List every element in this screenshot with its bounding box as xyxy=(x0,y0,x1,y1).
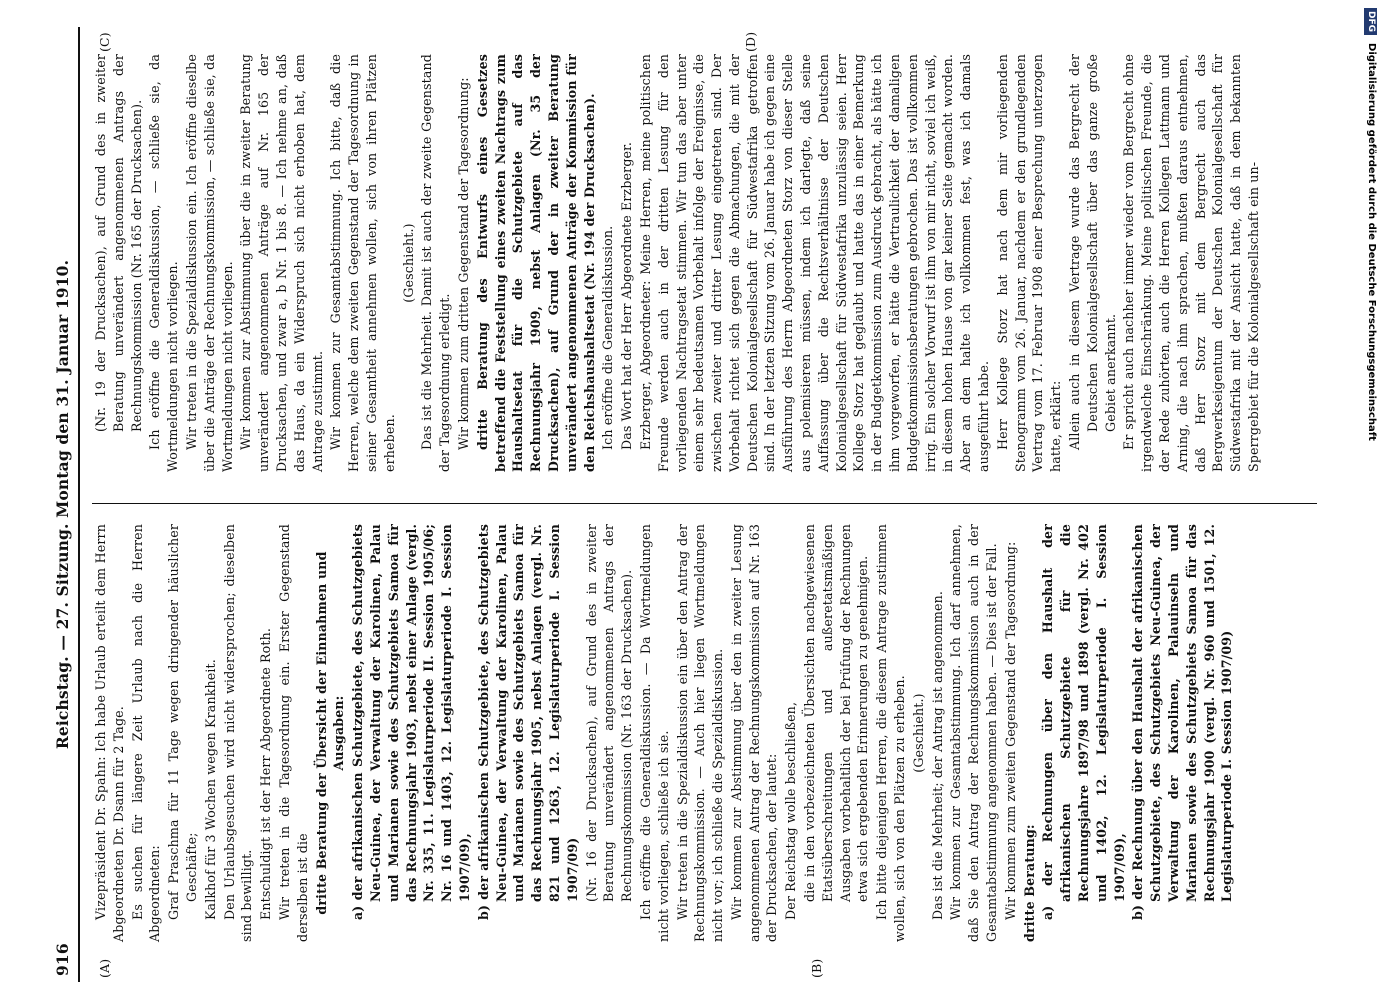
dfg-logo: DFG xyxy=(1365,8,1378,35)
paragraph: Ich eröffne die Generaldiskussion, — schließe sie, da Wortmeldungen nicht vorliegen. xyxy=(147,54,181,472)
paragraph: (Nr. 19 der Drucksachen), auf Grund des in zweiter Beratung unverändert angenommenen Antrags der Rechnungskommission (Nr. 165 der Drucksachen). xyxy=(93,54,144,432)
agenda-item: a) der afrikanischen Schutzgebiete, des Schutzgebiets Neu-Guinea, der Verwaltung der Karolinen, Palau und Marianen sowie des Schutzgebiets Samoa für das Rechnungsjahr 1903, nebst einer Anlage (vergl. Nr. 335, 11. Legislaturperiode II. Session 1905/06; Nr. 16 und 1403, 12. Legislaturperiode I. Session 1907/09), xyxy=(350,524,472,920)
paragraph: Wir kommen zur Gesamtabstimmung. Ich darf annehmen, daß Sie den Antrag der Rechnungskommission auch in der Gesamtabstimmung angenommen haben. — Dies ist der Fall. xyxy=(948,524,1000,942)
speech-paragraph: Erzberger, Abgeordneter: Meine Herren, meine politischen Freunde werden auch in der dritten Lesung für den vorliegenden Nachtragsetat stimmen. Wir tun das aber unter einem sehr bedeutsamen Vorbehalt infolge der Ereignisse, die zwischen zweiter und dritter Lesung eingetreten sind. Der Vorbehalt richtet sich gegen die Abmachungen, die mit der Deutschen Kolonialgesellschaft für Südwestafrika getroffen sind. In der letzten Sitzung vom 26. Januar habe ich gegen eine Ausführung des Herrn Abgeordneten Storz von dieser Stelle aus polemisieren müssen, indem ich darlegte, daß seine Auffassung über die Rechtsverhältnisse der Deutschen Kolonialgesellschaft für Südwestafrika unzulässig seien. Herr Kollege Storz hat geglaubt und hatte das in einer Bemerkung in der Budgetkommission zum Ausdruck gebracht, als hätte ich ihm vorgeworfen, er hätte die Vertraulichkeit der damaligen Budgetkommissionsberatungen gebrochen. Das ist vollkommen irrig. Ein solcher Vorwurf ist ihm von mir nicht, soviel ich weiß, in diesem hohen Hause von gar keiner Seite gemacht worden. Aber an dem halte ich vollkommen fest, was ich damals ausgeführt habe. xyxy=(637,54,992,472)
paragraph: Herr Kollege Storz hat nach dem mir vorliegenden Stenogramm vom 26. Januar, nachdem er den grundlegenden Vertrag vom 17. Februar 1908 einer Besprechung unterzogen hatte, erklärt: xyxy=(994,54,1064,472)
page-header xyxy=(52,27,80,982)
paragraph: Graf Praschma für 11 Tage wegen dringender häuslicher Geschäfte; xyxy=(166,524,199,920)
paragraph: Der Reichstag wolle beschließen, xyxy=(783,701,799,920)
paragraph: (Nr. 16 der Drucksachen), auf Grund des in zweiter Beratung unverändert angenommenen Antrags der Rechnungskommission (Nr. 163 der Drucksachen). xyxy=(583,524,635,902)
paragraph: Ich eröffne die Generaldiskussion. xyxy=(600,225,616,450)
margin-mark-b: (B) xyxy=(809,958,824,978)
margin-mark-a: (A) xyxy=(97,958,112,978)
paragraph: die in den vorbezeichneten Übersichten nachgewiesenen Etatsüberschreitungen und außeretatsmäßigen Ausgaben vorbehaltlich der bei Prüfung der Rechnungen etwa sich ergebenden Erinnerungen zu genehmigen. xyxy=(802,524,871,902)
digitization-sidebar xyxy=(1360,8,1382,992)
agenda-heading: dritte Beratung: xyxy=(1021,824,1037,942)
paragraph: Wir kommen zum zweiten Gegenstand der Tagesordnung: xyxy=(1002,541,1018,920)
page-title: Reichstag. — 27. Sitzung. Montag den 31. Januar 1910. xyxy=(53,259,72,750)
column-divider xyxy=(92,503,1317,504)
quotation: Allein auch in diesem Vertrage wurde das Bergrecht der Deutschen Kolonialgesellschaft über das ganze große Gebiet anerkannt. xyxy=(1067,54,1118,450)
page-number: 916 xyxy=(53,943,72,976)
rotated-newspaper-page xyxy=(52,27,1327,982)
paragraph: Wir kommen zum dritten Gegenstand der Tagesordnung: xyxy=(455,77,471,450)
paragraph: Wir treten in die Tagesordnung ein. Erster Gegenstand derselben ist die xyxy=(276,524,310,942)
paragraph: Entschuldigt ist der Herr Abgeordnete Roth. xyxy=(258,627,274,920)
paragraph: Wir kommen zur Gesamtabstimmung. Ich bitte, daß die Herren, welche dem zweiten Gegenstand der Tagesordnung in seiner Gesamtheit annehmen wollen, sich von ihren Plätzen erheben. xyxy=(328,54,397,472)
stage-direction: (Geschieht.) xyxy=(400,223,416,303)
paragraph: Das ist die Mehrheit; der Antrag ist angenommen. xyxy=(929,591,945,920)
left-column xyxy=(92,524,1237,942)
paragraph: Kalkhof für 3 Wochen wegen Krankheit. xyxy=(202,659,218,920)
agenda-item: a) der Rechnungen über den Haushalt der afrikanischen Schutzgebiete für die Rechnungsjahre 1897/98 und 1898 (vergl. Nr. 402 und 1402, 12. Legislaturperiode I. Session 1907/09), xyxy=(1040,524,1127,920)
paragraph: Er spricht auch nachher immer wieder vom Bergrecht ohne irgendwelche Einschränkung. Meine politischen Freunde, die der Rede zuhörten, auch die Herren Kollegen Lattmann und Arning, die nach ihm sprachen, mußten daraus entnehmen, daß Herr Storz mit dem Bergrecht auch das Bergwerkseigentum der Deutschen Kolonialgesellschaft für Südwestafrika mit der Ansicht hatte, daß in dem bekannten Sperrgebiet für die Kolonialgesellschaft ein un- xyxy=(1121,54,1261,472)
paragraph: Das Wort hat der Herr Abgeordnete Erzberger. xyxy=(619,141,635,450)
margin-mark-c: (C) xyxy=(97,32,112,52)
agenda-item: b) der afrikanischen Schutzgebiete, des Schutzgebiets Neu-Guinea, der Verwaltung der Karolinen, Palau und Marianen sowie des Schutzgebiets Samoa für das Rechnungsjahr 1905, nebst Anlagen (vergl. Nr. 821 und 1263, 12. Legislaturperiode I. Session 1907/09) xyxy=(475,524,580,920)
margin-mark-d: (D) xyxy=(743,31,758,52)
agenda-heading: dritte Beratung der Übersicht der Einnahmen und Ausgaben: xyxy=(313,551,347,915)
paragraph: Wir kommen zur Abstimmung über die in zweiter Beratung unverändert angenommenen Anträge auf Nr. 165 der Drucksachen, und zwar a, b Nr. 1 bis 8. — Ich nehme an, daß das Haus, da ein Widerspruch sich nicht erhoben hat, dem Antrage zustimmt. xyxy=(238,54,325,472)
paragraph: Das ist die Mehrheit. Damit ist auch der zweite Gegenstand der Tagesordnung erledigt. xyxy=(419,54,453,472)
paragraph: Vizepräsident Dr. Spahn: Ich habe Urlaub erteilt dem Herrn Abgeordneten Dr. Dsann für 2 Tage. xyxy=(93,524,126,942)
agenda-item: b) der Rechnung über den Haushalt der afrikanischen Schutzgebiete, des Schutzgebiets Neu-Guinea, der Verwaltung der Karolinen, Palauinseln und Marianen sowie des Schutzgebiets Samoa für das Rechnungsjahr 1900 (vergl. Nr. 960 und 1501, 12. Legislaturperiode I. Session 1907/09) xyxy=(1130,524,1235,920)
paragraph: Es suchen für längere Zeit Urlaub nach die Herren Abgeordneten: xyxy=(129,524,163,942)
right-column xyxy=(92,54,1264,472)
paragraph: Wir treten in die Spezialdiskussion ein. Ich eröffne dieselbe über die Anträge der Rechnungskommission, — schließe sie, da Wortmeldungen nicht vorliegen. xyxy=(183,54,235,472)
paragraph: Ich bitte diejenigen Herren, die diesem Antrage zustimmen wollen, sich von den Plätzen zu erheben. xyxy=(874,524,908,942)
stage-direction: (Geschieht.) xyxy=(910,693,926,773)
digitization-note: Digitalisierung gefördert durch die Deutsche Forschungsgemeinschaft xyxy=(1366,43,1377,441)
agenda-item: dritte Beratung des Entwurfs eines Gesetzes betreffend die Feststellung eines zweiten Nachtrags zum Haushaltsetat für die Schutzgebiete auf das Rechnungsjahr 1909, nebst Anlagen (Nr. 35 der Drucksachen), auf Grund der in zweiter Beratung unverändert angenommenen Anträge der Kommission für den Reichshaushaltsetat (Nr. 194 der Drucksachen). xyxy=(474,54,597,472)
paragraph: Wir treten in die Spezialdiskussion ein über den Antrag der Rechnungskommission. — Auch hier liegen Wortmeldungen nicht vor; ich schließe die Spezialdiskussion. xyxy=(674,524,726,942)
paragraph: Ich eröffne die Generaldiskussion. — Da Wortmeldungen nicht vorliegen, schließe ich sie. xyxy=(637,524,671,942)
paragraph: Wir kommen zur Abstimmung über den in zweiter Lesung angenommenen Antrag der Rechnungskommission auf Nr. 163 der Drucksachen, der lautet: xyxy=(728,524,780,942)
paragraph: Den Urlaubsgesuchen wird nicht widersprochen; dieselben sind bewilligt. xyxy=(221,524,255,942)
